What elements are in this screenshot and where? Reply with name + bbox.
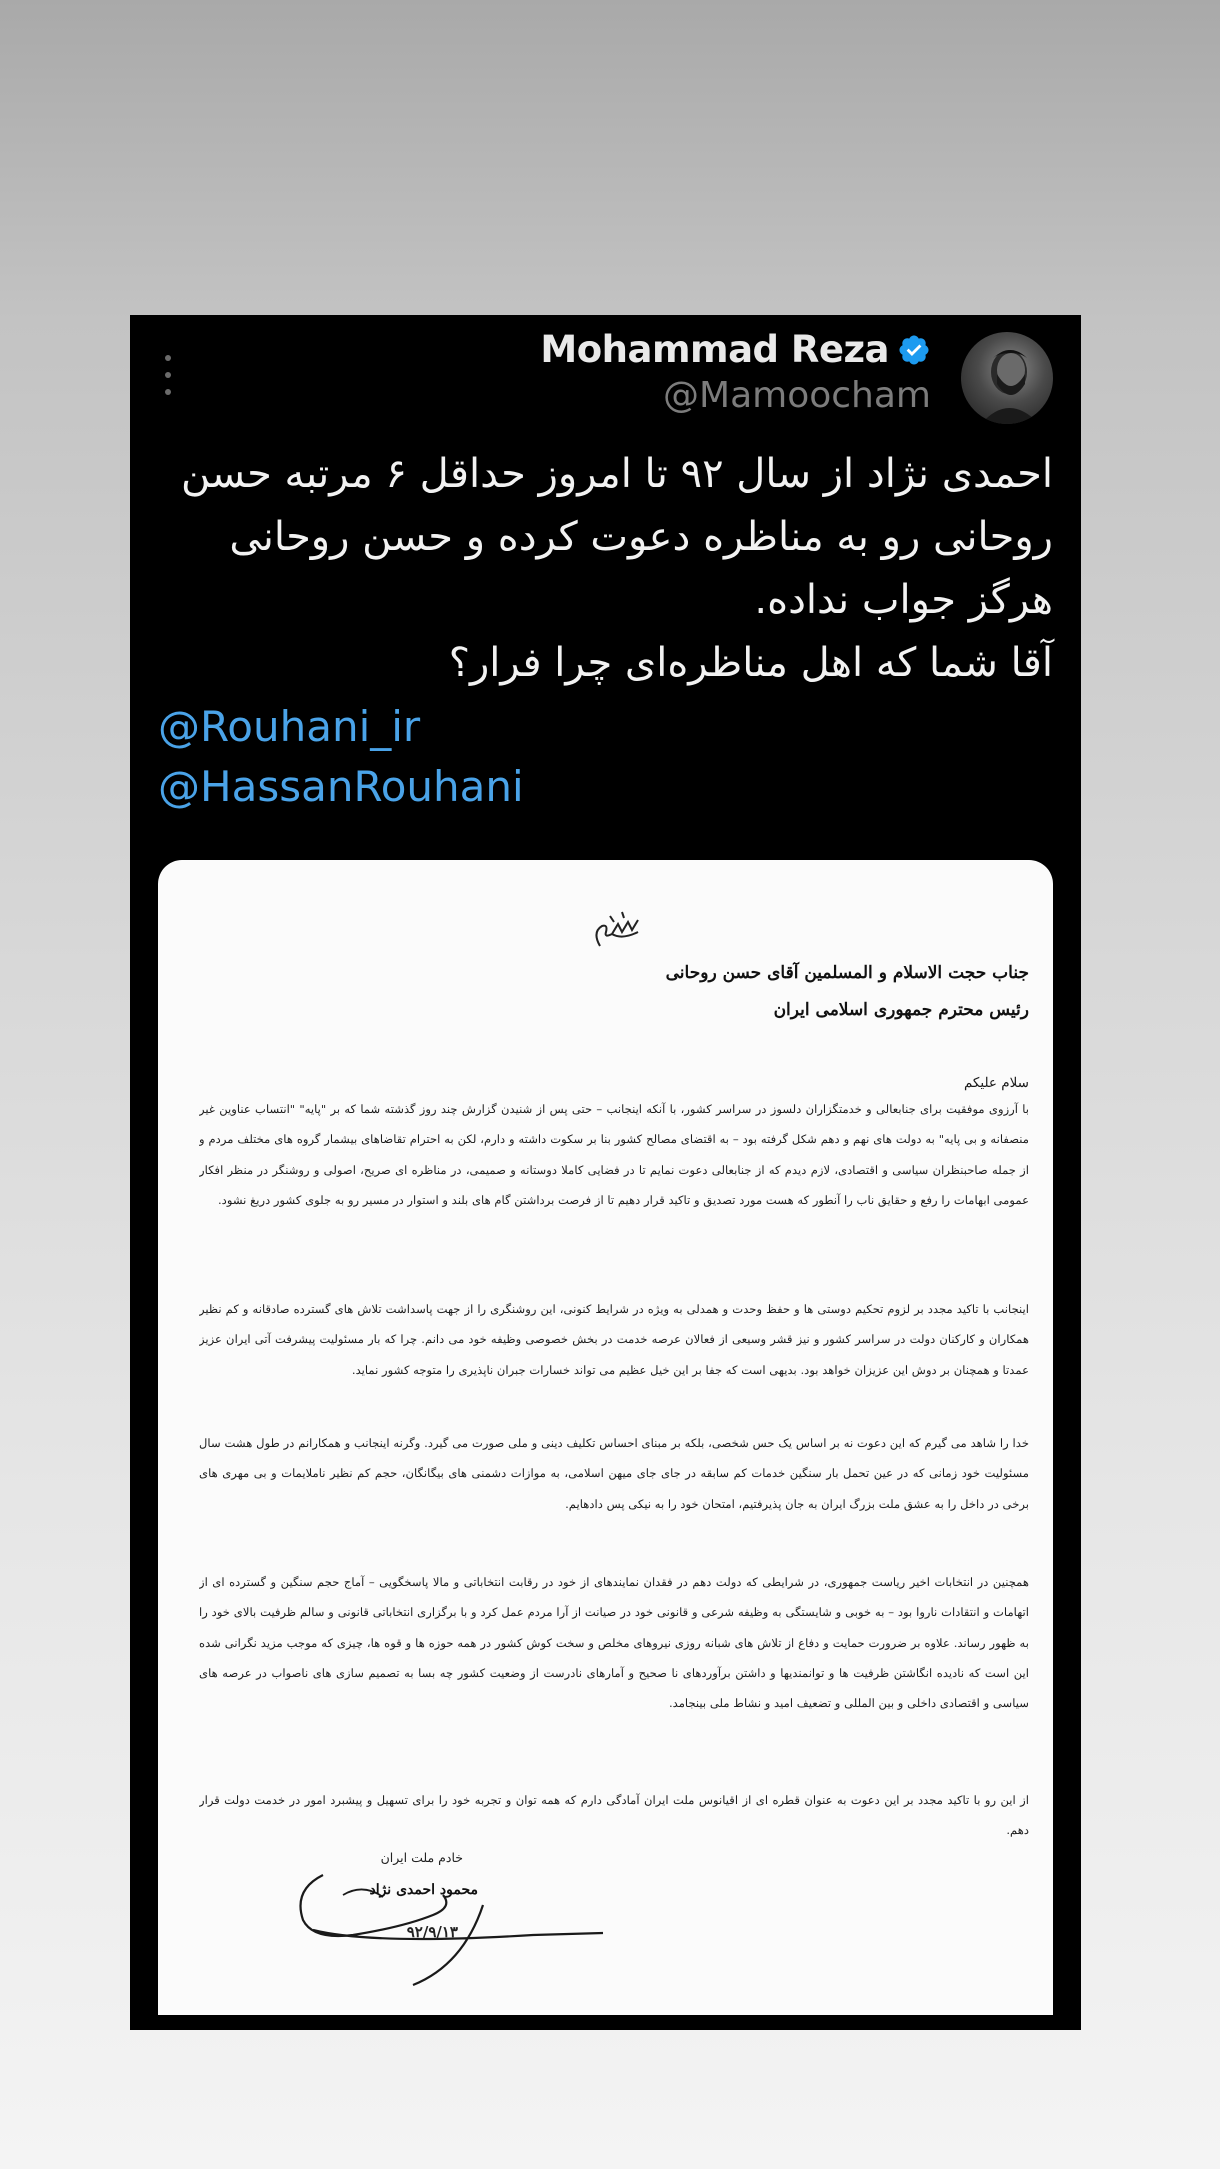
tweet-text: احمدی نژاد از سال ۹۲ تا امروز حداقل ۶ مرتبه حسن روحانی رو به مناظره دعوت کرده و حسن روحانی هرگز جواب نداده. آقا شما که اهل مناظره‌ای چرا فرار؟ (180, 451, 1053, 686)
letter-addressee-title: رئیس محترم جمهوری اسلامی ایران (773, 1000, 1029, 1020)
letterhead-logo-icon (588, 902, 648, 952)
signature-title: خادم ملت ایران (380, 1850, 463, 1865)
letter-paragraph: با آرزوی موفقیت برای جنابعالی و خدمتگزاران دلسوز در سراسر کشور، با آنکه اینجانب – حتی پس از شنیدن گزارش چند روز گذشته شما که بر "پایه" "انتساب عناوین غیر منصفانه و بی پایه" به دولت های نهم و دهم شکل گرفته بود – به اقتضای مصالح کشور بنا بر سکوت داشته و دارم، لکن به احترام تقاضاهای بیشمار گروه های مختلف مردم و از جمله صاحبنظران سیاسی و اقتصادی، لازم دیدم که از جنابعالی دعوت نمایم تا در فضایی کاملا دوستانه و صمیمی، در مناظره ای صریح، اصولی و روشنگر در منظر افکار عمومی ابهامات را رفع و حقایق ناب را آنطور که هست مورد تصدیق و تاکید قرار دهیم تا از فرصت برداشتن گام های بلند و استوار در مسیر رو به جلوی کشور دریغ نشود. (199, 1102, 1029, 1207)
display-name[interactable]: Mohammad Reza (540, 328, 889, 371)
verified-badge-icon (897, 333, 931, 367)
mention-link[interactable]: @HassanRouhani (158, 762, 524, 811)
attached-letter-image[interactable] (158, 860, 1053, 2015)
letter-addressee: جناب حجت الاسلام و المسلمین آقای حسن روحانی (665, 963, 1029, 983)
tweet-card (130, 315, 1081, 2030)
user-handle[interactable]: @Mamoocham (663, 375, 931, 416)
signature-name: محمود احمدی نژاد (369, 1882, 478, 1898)
letter-greeting: سلام علیکم (963, 1075, 1029, 1091)
letter-document (158, 860, 1053, 2015)
letter-paragraph: خدا را شاهد می گیرم که این دعوت نه بر اساس یک حس شخصی، بلکه بر مبنای احساس تکلیف دینی و ملی صورت می گیرد. وگرنه اینجانب و همکارانم در طول هشت سال مسئولیت خود زمانی که در عین تحمل بار سنگین خدمات کم سابقه در جای جای میهن اسلامی، به موازات دشمنی های بیگانگان، حجم کم نظیر ناملایمات و بی مهری های برخی در داخل را به عشق ملت بزرگ ایران به جان پذیرفتیم، امتحان خود را به نیکی پس دادهایم. (199, 1436, 1029, 1511)
letter-paragraph: همچنین در انتخابات اخیر ریاست جمهوری، در شرایطی که دولت دهم در فقدان نمایندهای از خود در رقابت انتخاباتی و مالا پاسخگویی – آماج حجم سنگین و گسترده ای از اتهامات و انتقادات ناروا بود – به خوبی و شایستگی به وظیفه شرعی و قانونی خود در صیانت از آرا مردم عمل کرد و با برگزاری انتخاباتی قانونی و سالم ظرفیت بالای خود را به ظهور رساند. علاوه بر ضرورت حمایت و دفاع از تلاش های شبانه روزی نیروهای مخلص و سخت کوش کشور در همه حوزه ها و قوه ها، چیزی که موجب مزید نگرانی شده این است که نادیده انگاشتن ظرفیت ها و توانمندیها و داشتن برآوردهای نا صحیح و آمارهای نادرست از وضعیت کشور چه بسا به تصمیم سازی های ناصواب در عرصه های سیاسی و اقتصادی داخلی و بین المللی و تضعیف امید و نشاط ملی بینجامد. (199, 1575, 1029, 1711)
letter-date: ۹۲/۹/۱۳ (406, 1923, 458, 1941)
author-name-row[interactable] (540, 328, 931, 371)
letter-paragraph: از این رو با تاکید مجدد بر این دعوت به عنوان قطره ای از اقیانوس ملت ایران آمادگی دارم که همه توان و تجربه خود را برای تسهیل و پیشبرد امور در خدمت دولت قرار دهم. (199, 1793, 1029, 1838)
more-options-icon[interactable] (162, 355, 174, 395)
avatar[interactable] (961, 332, 1053, 424)
letter-paragraph: اینجانب با تاکید مجدد بر لزوم تحکیم دوستی ها و حفظ وحدت و همدلی به ویژه در شرایط کنونی، این روشنگری را از جهت پاسداشت تلاش های گسترده صادقانه و کم نظیر همکاران و کارکنان دولت در سراسر کشور و نیز قشر وسیعی از فعالان عرصه خدمت در بخش خصوصی وظیفه خود می دانم. چرا که بار مسئولیت پیشرفت آتی ایران عزیز عمدتا و همچنان بر دوش این عزیزان خواهد بود. بدیهی است که جفا بر این خیل عظیم می تواند خسارات جبران ناپذیری را متوجه کشور نماید. (199, 1302, 1029, 1377)
mention-link[interactable]: @Rouhani_ir (158, 702, 421, 751)
